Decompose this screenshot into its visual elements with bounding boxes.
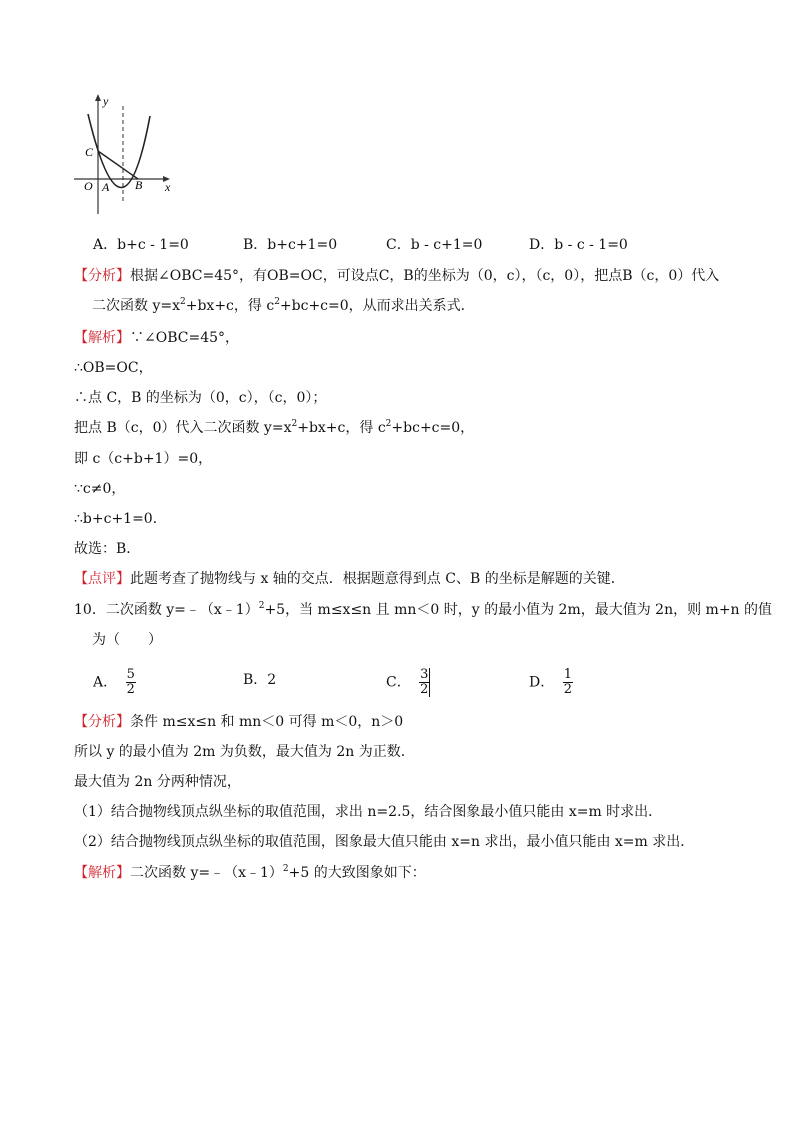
x-axis-label: x [165, 180, 171, 194]
fraction-five-halves: $\frac{5}{2}$ [126, 667, 135, 697]
q10-analysis-line4: （1）结合抛物线顶点纵坐标的取值范围，求出 n=2.5，结合图象最小值只能由 x=m 时求出． [74, 804, 663, 820]
fraction-three-halves: $\frac{3}{2}$ [420, 667, 429, 697]
q9-solution-line2: ∴OB=OC， [74, 360, 153, 376]
q9-solution-line3: ∴点 C，B 的坐标为（0，c），（c，0）； [74, 390, 327, 406]
q9-analysis-line2: 二次函数 $y=x^2+bx+c$，得 $c^2+bc+c=0$，从而求出关系式． [92, 297, 475, 314]
q10-analysis-line1: 【分析】条件 m≤x≤n 和 mn＜0 可得 m＜0，n＞0 [74, 714, 404, 730]
point-a-label: A [102, 180, 110, 194]
q9-solution-line5: 即 c（c+b+1）=0， [74, 451, 213, 467]
q9-solution-line7: ∴b+c+1=0． [74, 511, 167, 527]
q9-solution-line1: 【解析】∵∠OBC=45°， [74, 330, 240, 346]
q9-analysis-line1: 【分析】根据∠OBC=45°，有OB=OC，可设点C，B的坐标为（0，c），（c，0），把点B（c，0）代入 [74, 268, 720, 284]
q10-solution-line1: 【解析】二次函数 y=﹣（x﹣1）$^2$+5 的大致图象如下： [74, 864, 426, 881]
point-b-label: B [135, 178, 143, 192]
q9-solution-line6: ∵c≠0， [74, 481, 126, 497]
q9-solution-line8: 故选：B． [74, 541, 141, 557]
fraction-one-half: $\frac{1}{2}$ [563, 667, 572, 697]
q9-solution-line4: 把点 B（c，0）代入二次函数 $y=x^2+bx+c$，得 $c^2+bc+c=0$， [74, 419, 475, 436]
q10-stem-line2: 为（ ） [92, 632, 162, 648]
q10-option-b: B．2 [243, 672, 277, 688]
q10-option-d: D． $\frac{1}{2}$ [529, 667, 572, 697]
q10-option-a: A． $\frac{5}{2}$ [93, 667, 135, 697]
q9-option-a: A．b+c - 1=0 [93, 237, 189, 253]
q9-option-b: B．b+c+1=0 [243, 237, 338, 253]
y-axis-arrow [95, 94, 101, 101]
q10-analysis-line2: 所以 y 的最小值为 2m 为负数，最大值为 2n 为正数． [74, 744, 415, 760]
y-axis-label: y [103, 94, 109, 108]
q10-option-c: C． $\frac{3}{2}$ [386, 667, 429, 697]
parabola-figure [72, 92, 182, 217]
q9-option-d: D．b - c - 1=0 [529, 237, 628, 253]
q10-stem-line1: 10．二次函数 y=﹣（x﹣1）$^2$+5，当 m≤x≤n 且 mn＜0 时，y 的最小值为 2m，最大值为 2n，则 m+n 的值 [74, 601, 773, 618]
q10-analysis-line5: （2）结合抛物线顶点纵坐标的取值范围，图象最大值只能由 x=n 求出，最小值只能由 x=m 求出． [74, 834, 695, 850]
parabola-curve [88, 114, 150, 188]
point-o-label: O [84, 179, 93, 193]
q9-comment: 【点评】此题考查了抛物线与 x 轴的交点．根据题意得到点 C、B 的坐标是解题的关键． [74, 571, 625, 587]
q10-analysis-line3: 最大值为 2n 分两种情况， [74, 774, 241, 790]
q9-option-c: C．b - c+1=0 [386, 237, 483, 253]
point-c-label: C [85, 145, 94, 159]
